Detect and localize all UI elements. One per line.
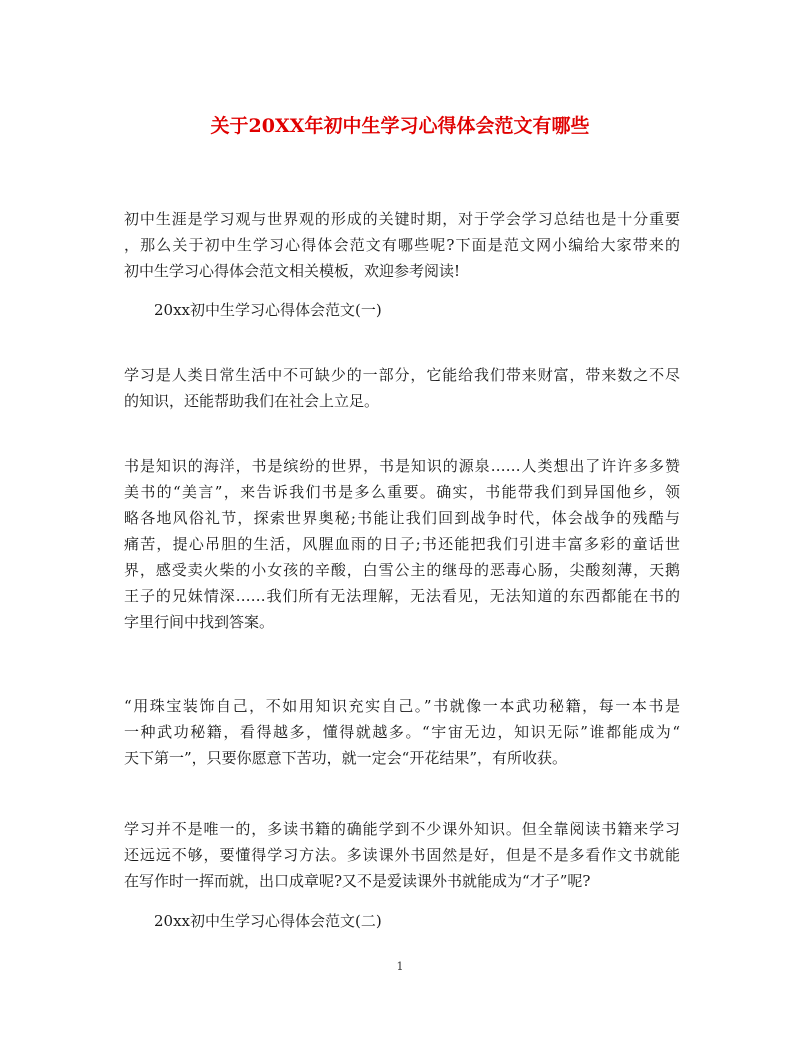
text-line: ，那么关于初中生学习心得体会范文有哪些呢?下面是范文网小编给大家带来的: [124, 236, 680, 254]
paragraph-1: [124, 362, 680, 414]
text-line: 界，感受卖火柴的小女孩的辛酸，白雪公主的继母的恶毒心肠，尖酸刻薄，天鹅: [124, 561, 680, 579]
text-line: 字里行间中找到答案。: [124, 613, 275, 631]
text-line: 痛苦，提心吊胆的生活，风腥血雨的日子;书还能把我们引进丰富多彩的童话世: [124, 535, 680, 553]
page-number: 1: [396, 960, 404, 973]
text-line: 天下第一”，只要你愿意下苦功，就一定会“开花结果”，有所收获。: [124, 749, 568, 767]
text-line: 初中生涯是学习观与世界观的形成的关键时期，对于学会学习总结也是十分重要: [124, 210, 680, 228]
section-heading-1: 20xx初中生学习心得体会范文(一): [154, 301, 382, 319]
section-heading-2: 20xx初中生学习心得体会范文(二): [154, 912, 382, 930]
text-line: 王子的兄妹情深……我们所有无法理解，无法看见，无法知道的东西都能在书的: [124, 587, 680, 605]
text-line: 学习并不是唯一的，多读书籍的确能学到不少课外知识。但全靠阅读书籍来学习: [124, 820, 680, 838]
text-line: 初中生学习心得体会范文相关模板，欢迎参考阅读!: [124, 262, 461, 280]
paragraph-4: [124, 816, 680, 894]
text-line: 美书的“美言”，来告诉我们书是多么重要。确实，书能带我们到异国他乡，领: [124, 483, 680, 501]
text-line: 的知识，还能帮助我们在社会上立足。: [124, 392, 380, 410]
paragraph-2: [124, 453, 680, 635]
document-title: 关于20XX年初中生学习心得体会范文有哪些: [210, 115, 590, 137]
text-line: 在写作时一挥而就，出口成章呢?又不是爱读课外书就能成为“才子”呢?: [124, 872, 591, 890]
text-line: 还远远不够，要懂得学习方法。多读课外书固然是好，但是不是多看作文书就能: [124, 846, 680, 864]
text-line: 书是知识的海洋，书是缤纷的世界，书是知识的源泉……人类想出了许许多多赞: [124, 457, 680, 475]
intro-paragraph: [124, 206, 680, 284]
paragraph-3: [124, 693, 680, 771]
text-line: 略各地风俗礼节，探索世界奥秘;书能让我们回到战争时代，体会战争的残酷与: [124, 509, 680, 527]
text-line: 一种武功秘籍，看得越多，懂得就越多。“宇宙无边，知识无际”谁都能成为“: [124, 723, 680, 741]
text-line: “用珠宝装饰自己，不如用知识充实自己。”书就像一本武功秘籍，每一本书是: [124, 697, 680, 715]
text-line: 学习是人类日常生活中不可缺少的一部分，它能给我们带来财富，带来数之不尽: [124, 366, 680, 384]
